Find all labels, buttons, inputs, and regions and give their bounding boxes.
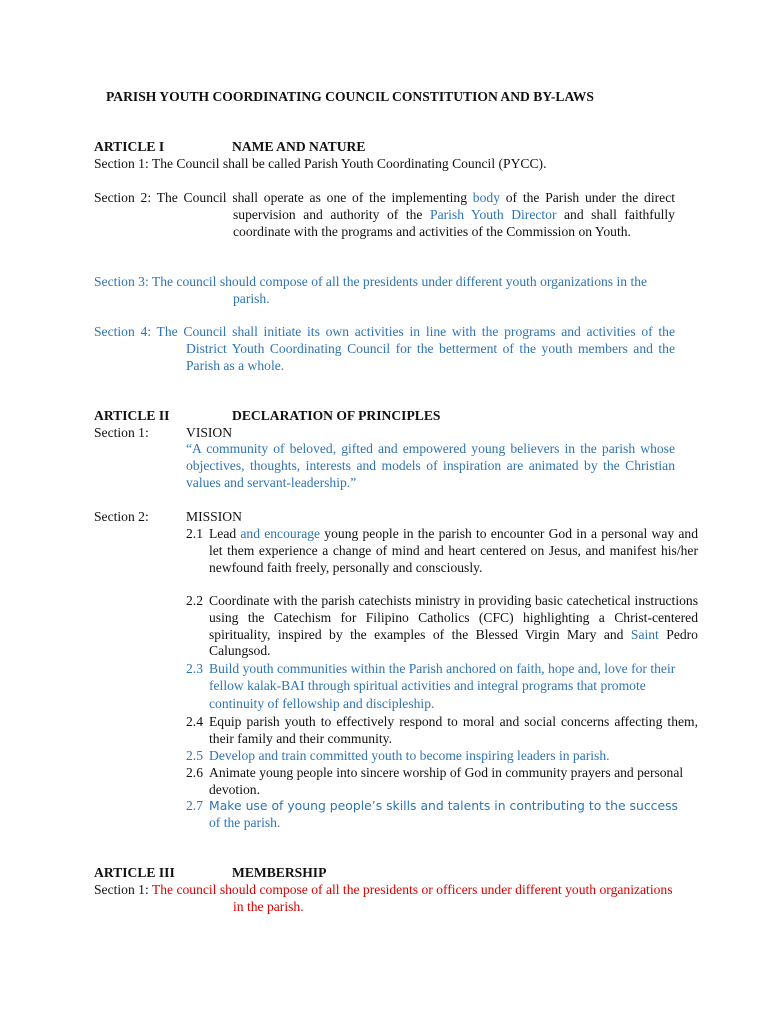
mission-item-2-2: 2.2 Coordinate with the parish catechists ministry in providing basic catechetical instructions using the Catechism for Filipino Catholics (CFC) highlighting a Christ-centered spirituality, inspired by the examples of the Blessed Virgin Mary and Saint Pedro Calungsod. <box>186 593 698 659</box>
highlight-and-encourage: and encourage <box>240 526 321 541</box>
article-1-title: NAME AND NATURE <box>232 139 366 154</box>
article-3-section-1: Section 1: The council should compose of all the presidents or officers under different youth organizations in the parish. <box>94 882 673 914</box>
article-1-section-1: Section 1: The Council shall be called Parish Youth Coordinating Council (PYCC). <box>94 156 547 171</box>
article-2-title: DECLARATION OF PRINCIPLES <box>232 408 441 423</box>
mission-item-2-6: 2.6 Animate young people into sincere worship of God in community prayers and personal devotion. <box>186 765 684 797</box>
mission-item-2-3: 2.3 Build youth communities within the Parish anchored on faith, hope and, love for their fellow kalak-BAI through spiritual activities and integral programs that promote continuity of fellowship and discipleship. <box>186 661 676 711</box>
article-1-section-4: Section 4: The Council shall initiate its own activities in line with the programs and activities of the District Youth Coordinating Council for the betterment of the youth members and the Parish as a whole. <box>94 324 675 373</box>
mission-item-2-5: 2.5 Develop and train committed youth to become inspiring leaders in parish. <box>186 748 610 763</box>
article-3-number: ARTICLE III <box>94 865 175 880</box>
document-title: PARISH YOUTH COORDINATING COUNCIL CONSTITUTION AND BY-LAWS <box>106 89 594 104</box>
article-2-section-1: Section 1: VISION <box>94 425 233 440</box>
article-1-section-3: Section 3: The council should compose of all the presidents under different youth organizations in the parish. <box>94 274 648 306</box>
vision-statement: “A community of beloved, gifted and empowered young believers in the parish whose objectives, thoughts, interests and models of inspiration are animated by the Christian values and servant-leadership.” <box>186 441 675 490</box>
mission-item-2-4: 2.4 Equip parish youth to effectively respond to moral and social concerns affecting them, their family and their community. <box>186 714 698 746</box>
article-1-heading <box>94 139 365 156</box>
mission-heading: MISSION <box>186 509 242 524</box>
article-2-number: ARTICLE II <box>94 408 170 423</box>
highlight-saint: Saint <box>630 626 659 642</box>
article-2-heading <box>94 408 440 425</box>
membership-text: The council should compose of all the presidents or officers under different youth organizations in the parish. <box>151 882 673 914</box>
article-3-title: MEMBERSHIP <box>232 865 327 880</box>
highlight-body: body <box>472 190 500 205</box>
article-3-heading <box>94 865 326 882</box>
highlight-parish-youth-director: Parish Youth Director <box>430 206 557 222</box>
article-1-section-2: Section 2: The Council shall operate as one of the implementing body of the Parish under the direct supervision and authority of the Parish Youth Director and shall faithfully coordinate with the programs and activities of the Commission on Youth. <box>94 190 676 239</box>
vision-heading: VISION <box>186 425 233 440</box>
article-1-number: ARTICLE I <box>94 139 165 154</box>
article-2-section-2: Section 2: MISSION <box>94 509 242 524</box>
mission-item-2-7: 2.7 Make use of young people’s skills and talents in contributing to the success of the parish. <box>186 798 678 830</box>
mission-item-2-1: 2.1 Lead and encourage young people in the parish to encounter God in a personal way and let them experience a change of mind and heart centered on Jesus, and manifest his/her newfound faith freely, personally and consciously. <box>186 526 699 575</box>
